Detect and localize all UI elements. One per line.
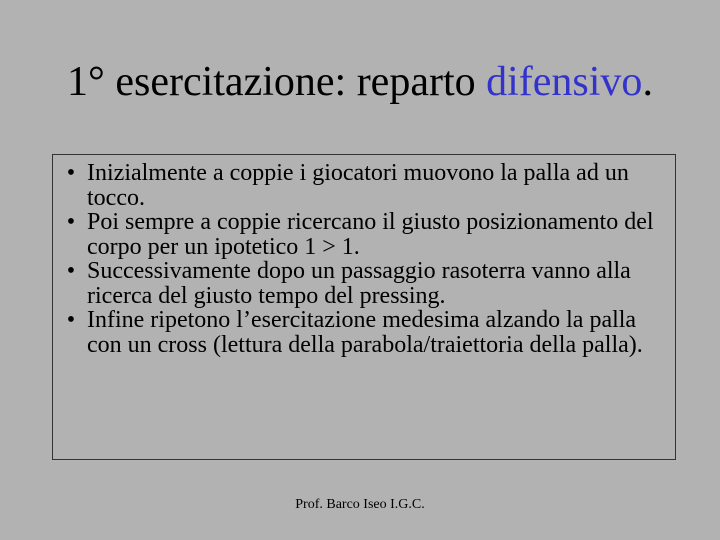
bullet-text-4: Infine ripetono l’esercitazione medesima alzando la palla con un cross (lettura della parabola/traiettoria della palla).: [87, 307, 643, 358]
bullet-item-3: [59, 259, 669, 308]
bullet-icon: •: [66, 209, 76, 235]
bullet-text-3: Successivamente dopo un passaggio rasoterra vanno alla ricerca del giusto tempo del pressing.: [87, 258, 631, 309]
bullet-icon: •: [66, 258, 76, 284]
bullet-item-4: [59, 308, 669, 357]
bullet-item-1: [59, 161, 669, 210]
bullet-text-2: Poi sempre a coppie ricercano il giusto posizionamento del corpo per un ipotetico 1 > 1.: [87, 209, 654, 260]
title-end-text: .: [642, 59, 653, 105]
bullet-text-1: Inizialmente a coppie i giocatori muovono la palla ad un tocco.: [87, 160, 629, 211]
bullet-icon: •: [66, 307, 76, 333]
slide-title: [0, 56, 720, 108]
bullet-icon: •: [66, 160, 76, 186]
slide-footer: Prof. Barco Iseo I.G.C.: [295, 497, 425, 512]
bullet-item-2: [59, 210, 669, 259]
bullet-list: [59, 161, 669, 357]
title-accent-text: difensivo: [486, 59, 643, 105]
title-main-text: 1° esercitazione: reparto: [67, 59, 487, 105]
content-box: [52, 154, 676, 460]
